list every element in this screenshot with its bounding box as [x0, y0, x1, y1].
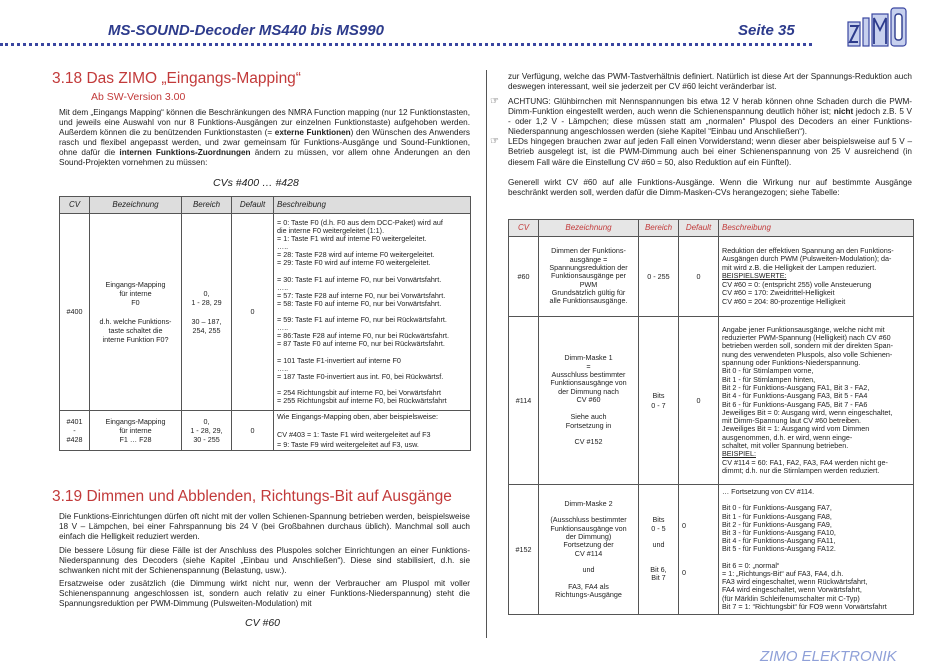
col-header-beschreibung: Beschreibung: [274, 197, 471, 214]
col-header-bezeichnung: Bezeichnung: [539, 220, 639, 237]
table-row: [60, 411, 471, 451]
beschreibung-cell: … Fortsetzung von CV #114. Bit 0 - für Funktions-Ausgang FA7, Bit 1 - für Funktions-Ausgang FA8, Bit 2 - für Funktions-Ausgang FA9, Bit 3 - für Funktions-Ausgang FA10, Bit 4 - für Funktions-Ausgang FA11, Bit 5 - für Funktions-Ausgang FA12. Bit 6 = 0: „normal“ = 1: „Richtungs-Bit“ auf FA3, FA4, d.h. FA3 wird eingeschaltet, wenn Rückwärtsfahrt, FA4 wird eingeschaltet, wenn Vorwärtsfahrt, (für Märklin Schleifenumschalter mit C-Typ) Bit 7 = 1: “Richtungsbit“ für FO9 wenn Vorwärtsfahrt: [719, 485, 914, 615]
section-3-18-title: 3.18 Das ZIMO „Eingangs-Mapping“: [52, 70, 301, 87]
dimming-table: [508, 219, 914, 615]
beschreibung-cell: = 0: Taste F0 (d.h. F0 aus dem DCC-Paket) wird auf die interne F0 weitergeleitet (1:1). = 1: Taste F1 wird auf interne F0 weitergeleitet. ….. = 28: Taste F28 wird auf interne F0 weitergeleitet. = 29: Taste F0 wird auf interne F0 weitergeleitet. = 30: Taste F1 auf interne F0, nur bei Vorwärtsfahrt. ….. = 57: Taste F28 auf interne F0, nur bei Vorwärtsfahrt. = 58: Taste F0 auf interne F0, nur bei Vorwärtsfahrt. = 59: Taste F1 auf interne F0, nur bei Rückwärtsfahrt. ….. = 86:Taste F28 auf interne F0, nur bei Rückwärtsfahrt. = 87 Taste F0 auf interne F0, nur bei Rückwärtsfahrt. = 101 Taste F1-invertiert auf interne F0 ….. = 187 Taste F0-invertiert aus int. F0, bei Rückwärtsf. = 254 Richtungsbit auf interne F0, bei Vorwärtsfahrt = 255 Richtungsbit auf interne F0, bei Rückwärtsfahrt: [274, 214, 471, 411]
list-item: ☞ ACHTUNG: Glühbirnchen mit Nennspannungen bis etwa 12 V herab können ohne Schaden durch die PWM- Dimm-Funktion eingestellt werden, auch wenn die Schienenspannung deutlich höher ist; nicht jedoch z.B. 5 V - oder 1,2 V - Lämpchen; diese müssen statt am „normalen“ Pluspol des Decoders an einer Funktions-Niederspannung angeschlossen werden (siehe Kapitel “Einbau und Anschließen“).: [490, 96, 912, 137]
default-cell: 0: [232, 214, 274, 411]
section-3-19-title: 3.19 Dimmen und Abblenden, Richtungs-Bit auf Ausgänge: [52, 488, 452, 505]
col-header-default: Default: [679, 220, 719, 237]
col-header-bereich: Bereich: [182, 197, 232, 214]
bezeichnung-cell: Dimmen der Funktions- ausgänge = Spannungsreduktion der Funktionsausgänge per PWM Grundsätzlich gültig für alle Funktionsausgänge.: [539, 237, 639, 317]
bereich-cell: 0, 1 - 28, 29 30 – 187, 254, 255: [182, 214, 232, 411]
bezeichnung-cell: Dimm-Maske 1 = Ausschluss bestimmter Funktionsausgänge von der Dimmung nach CV #60 Siehe auch Fortsetzung in CV #152: [539, 317, 639, 485]
bereich-cell: Bits 0 - 7: [639, 317, 679, 485]
bereich-cell: 0 - 255: [639, 237, 679, 317]
column-divider: [486, 70, 487, 638]
col-header-bezeichnung: Bezeichnung: [90, 197, 182, 214]
bezeichnung-cell: Dimm-Maske 2 (Ausschluss bestimmter Funktionsausgänge von der Dimmung) Fortsetzung der CV #114 und FA3, FA4 als Richtungs-Ausgänge: [539, 485, 639, 615]
right-para-0: zur Verfügung, welche das PWM-Tastverhältnis definiert. Natürlich ist diese Art der Spannungs-Reduktion auch deswegen interessant, weil sie jederzeit per CV #60 leicht veränderbar ist.: [508, 72, 912, 92]
section-3-19-para-2: Die bessere Lösung für diese Fälle ist der Anschluss des Pluspoles solcher Einrichtungen an einer Funktions-Niederspannung des Decoders (siehe Kapitel „Einbau und Anschließen“). Diese sind stabilisiert, d.h. sie schwanken nicht mit der Schienenspannung (Belastung, usw.).: [59, 546, 470, 576]
cv-cell: #60: [509, 237, 539, 317]
zimo-logo: [846, 6, 910, 50]
section-3-18-intro: Mit dem „Eingangs Mapping“ können die Beschränkungen des NMRA Function mapping (nur 12 Funktionstasten, und jeweils eine Auswahl von nur 8 Funktions-Ausgängen zur einzelnen Funktionstaste) aufgehoben werden. Außerdem können die zu benützenden Funktionstasten (= externe Funktionen) den Wünschen des Anwenders rasch und flexibel angepasst werden, und zwar gemeinsam für Funktions-Ausgänge und Sound-Funktionen, ohne dafür die internen Funktions-Zuordnungen ändern zu müssen, vor allem ohne Änderungen an den Sound-Projekten vornehmen zu müssen:: [59, 108, 470, 168]
pointing-hand-icon: ☞: [490, 136, 499, 148]
right-para-1: Generell wirkt CV #60 auf alle Funktions-Ausgänge. Wenn die Wirkung nur auf bestimmte Ausgänge beschränkt werden soll, werden dafür die Dimm-Masken-CVs herangezogen; siehe Tabelle:: [508, 178, 912, 198]
default-cell: 0: [232, 411, 274, 451]
page-number: Seite 35: [738, 22, 795, 39]
hint-list: [490, 97, 912, 168]
section-3-18-subtitle: Ab SW-Version 3.00: [91, 91, 186, 103]
header-divider: [0, 43, 812, 46]
bereich-cell: 0, 1 - 28, 29, 30 - 255: [182, 411, 232, 451]
col-header-beschreibung: Beschreibung: [719, 220, 914, 237]
bereich-cell: Bits 0 - 5 und Bit 6, Bit 7: [639, 485, 679, 615]
table-row: [509, 317, 914, 485]
section-3-19-para-1: Die Funktions-Einrichtungen dürfen oft nicht mit der vollen Schienen-Spannung betrieben werden, beispielsweise 18 V – Lämpchen, bei einer Fahrspannung bis 24 V (bei Großbahnen durchaus üblich). Manchmal soll auch einfach die Helligkeit reduziert werden.: [59, 512, 470, 542]
table-header-row: [60, 197, 471, 214]
cvs-range-heading: CVs #400 … #428: [213, 177, 299, 189]
section-3-19-para-3: Ersatzweise oder zusätzlich (die Dimmung wirkt nicht nur, wenn der Verbraucher am Pluspol mit voller Schienenspannung angeschlossen ist, sondern auch relativ zu einer Funktions-Niederspannung) steht die Spannungsreduktion per PWM-Dimmung (Pulsweiten-Modulation) mit: [59, 579, 470, 609]
table-header-row: [509, 220, 914, 237]
default-cell: 0: [679, 317, 719, 485]
pointing-hand-icon: ☞: [490, 96, 499, 107]
default-cell: 0: [679, 237, 719, 317]
cv-cell: #114: [509, 317, 539, 485]
col-header-cv: CV: [60, 197, 90, 214]
bezeichnung-cell: Eingangs-Mapping für interne F0 d.h. welche Funktions- taste schaltet die interne Funktion F0?: [90, 214, 182, 411]
table-row: [60, 214, 471, 411]
input-mapping-table: [59, 196, 471, 451]
default-cell: 0 0: [679, 485, 719, 615]
beschreibung-cell: Wie Eingangs-Mapping oben, aber beispielsweise: CV #403 = 1: Taste F1 wird weitergeleitet auf F3 = 9: Taste F9 wird weitergeleitet auf F3, usw.: [274, 411, 471, 451]
col-header-default: Default: [232, 197, 274, 214]
footer-brand: ZIMO ELEKTRONIK: [760, 648, 897, 665]
header-title: MS-SOUND-Decoder MS440 bis MS990: [108, 22, 384, 39]
table-row: [509, 485, 914, 615]
list-item: ☞ LEDs hingegen brauchen zwar auf jeden Fall einen Vorwiderstand; wenn dieser aber beispielsweise auf 5 V – Betrieb ausgelegt ist, ist die PWM-Dimmung auch bei einer Schienenspannung von 25 V ausreichend (in diesem Fall wäre die Einstellung CV #60 = 50, also Reduktion auf ein Fünftel).: [490, 136, 912, 167]
col-header-bereich: Bereich: [639, 220, 679, 237]
beschreibung-cell: Angabe jener Funktionsausgänge, welche nicht mit reduzierter PWM-Spannung (Helligkeit) nach CV #60 betrieben werden soll, sondern mit der direkten Span- nung des verwendeten Pluspols, also volle Schienen- spannung oder Funktions-Niederspannung. Bit 0 - für Stirnlampen vorne, Bit 1 - für Stirnlampen hinten, Bit 2 - für Funktions-Ausgang FA1, Bit 3 - FA2, Bit 4 - für Funktions-Ausgang FA3, Bit 5 - FA4 Bit 6 - für Funktions-Ausgang FA5, Bit 7 - FA6 Jeweiliges Bit = 0: Ausgang wird, wenn eingeschaltet, mit Dimm-Spannung laut CV #60 betreiben. Jeweiliges Bit = 1: Ausgang wird vom Dimmen ausgenommen, d.h. er wird, wenn einge- schaltet, mit voller Spannung betrieben. BEISPIEL: CV #114 = 60: FA1, FA2, FA3, FA4 werden nicht ge- dimmt; d.h. nur die Stirnlampen werden reduziert.: [719, 317, 914, 485]
table-row: [509, 237, 914, 317]
col-header-cv: CV: [509, 220, 539, 237]
cv-cell: #401 - #428: [60, 411, 90, 451]
beschreibung-cell: Reduktion der effektiven Spannung an den Funktions- Ausgängen durch PWM (Pulsweiten-Modulation); da- mit wird z.B. die Helligkeit der Lampen reduziert. BEISPIELSWERTE: CV #60 = 0: (entspricht 255) volle Ansteuerung CV #60 = 170: Zweidrittel-Helligkeit CV #60 = 204: 80-prozentige Helligkeit: [719, 237, 914, 317]
cv-cell: #400: [60, 214, 90, 411]
cv-cell: #152: [509, 485, 539, 615]
cv60-heading: CV #60: [245, 617, 281, 629]
bezeichnung-cell: Eingangs-Mapping für interne F1 … F28: [90, 411, 182, 451]
